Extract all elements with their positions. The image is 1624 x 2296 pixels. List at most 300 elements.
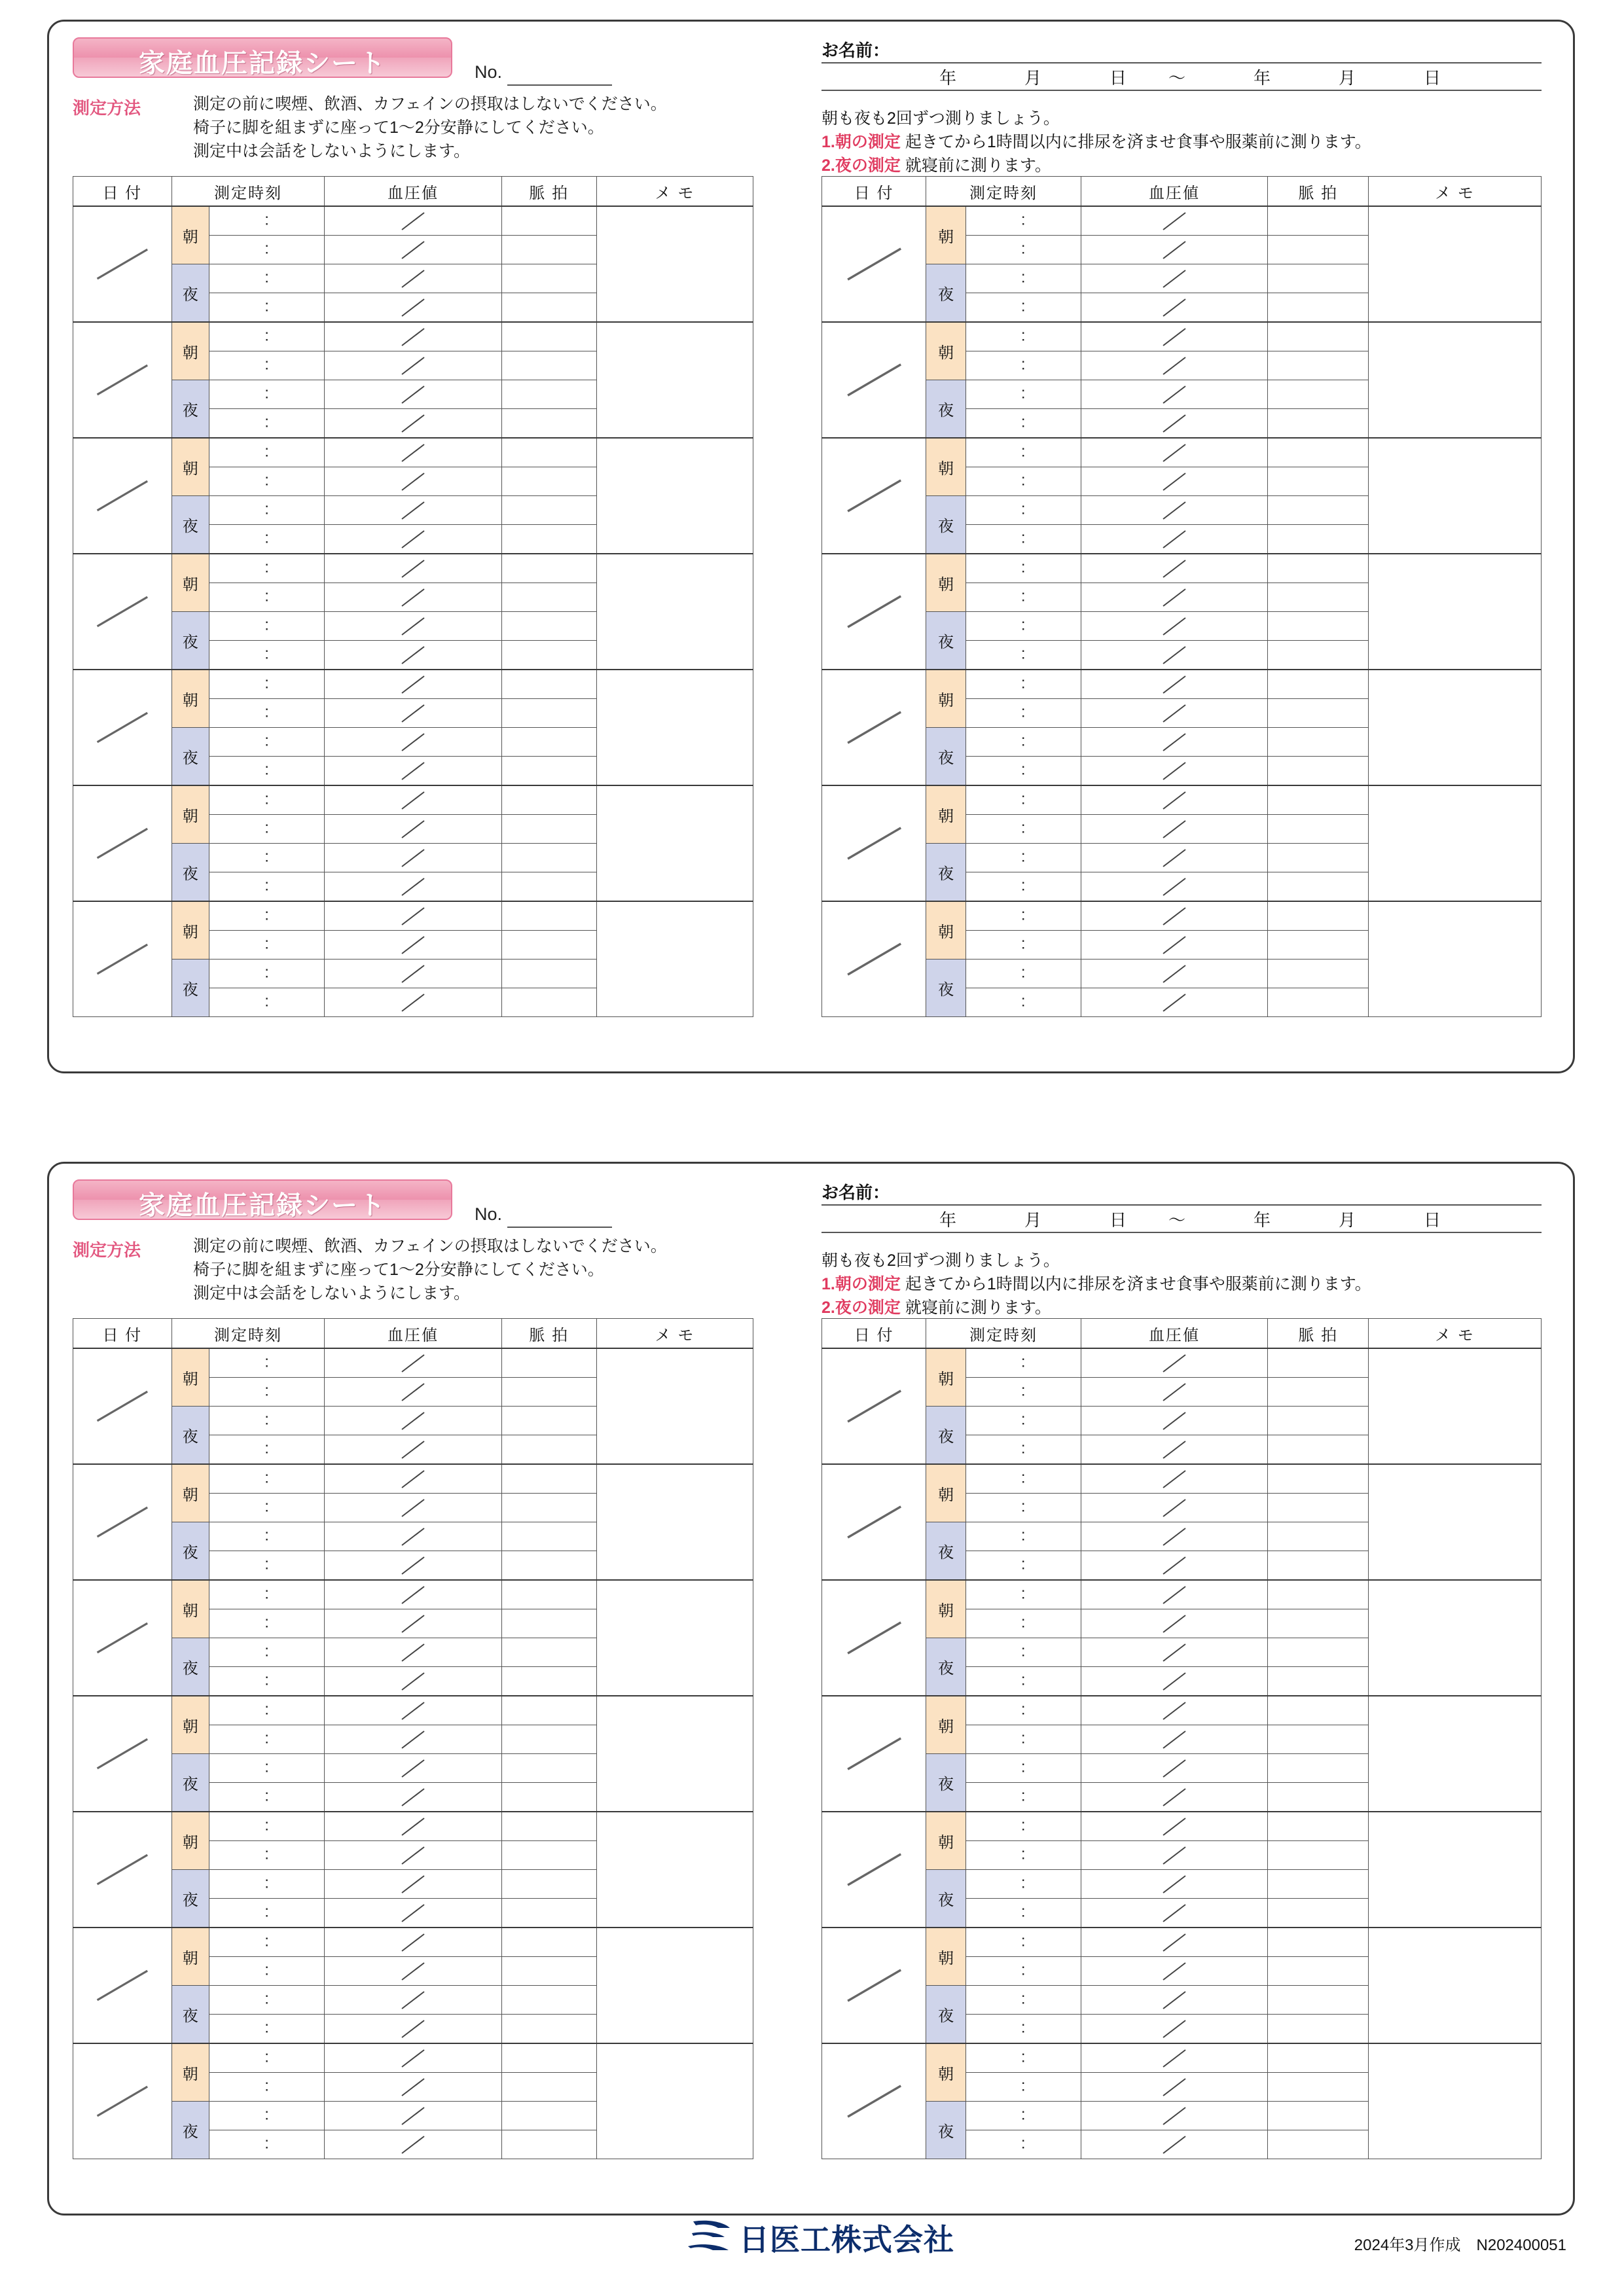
time-entry-cell[interactable] [209, 1870, 325, 1899]
pulse-entry-cell[interactable] [1268, 293, 1369, 323]
time-entry-cell[interactable] [209, 901, 325, 931]
memo-entry-cell[interactable] [1369, 1464, 1542, 1580]
bp-entry-cell[interactable] [1081, 1609, 1268, 1638]
time-entry-cell[interactable] [965, 322, 1081, 351]
pulse-entry-cell[interactable] [1268, 757, 1369, 786]
pulse-entry-cell[interactable] [1268, 728, 1369, 757]
bp-entry-cell[interactable] [325, 583, 501, 612]
pulse-entry-cell[interactable] [1268, 1986, 1369, 2015]
bp-entry-cell[interactable] [1081, 236, 1268, 264]
bp-entry-cell[interactable] [325, 236, 501, 264]
pulse-entry-cell[interactable] [501, 670, 596, 699]
pulse-entry-cell[interactable] [1268, 872, 1369, 902]
date-entry-cell[interactable] [73, 554, 172, 670]
bp-entry-cell[interactable] [1081, 2130, 1268, 2159]
bp-entry-cell[interactable] [1081, 1522, 1268, 1551]
pulse-entry-cell[interactable] [501, 2015, 596, 2044]
time-entry-cell[interactable] [965, 872, 1081, 902]
pulse-entry-cell[interactable] [1268, 1638, 1369, 1667]
bp-entry-cell[interactable] [1081, 931, 1268, 960]
bp-entry-cell[interactable] [1081, 1957, 1268, 1986]
time-entry-cell[interactable] [209, 1464, 325, 1494]
time-entry-cell[interactable] [965, 1609, 1081, 1638]
bp-entry-cell[interactable] [325, 380, 501, 409]
date-entry-cell[interactable] [73, 1580, 172, 1696]
date-range-rule[interactable] [821, 90, 1542, 91]
time-entry-cell[interactable] [209, 1696, 325, 1725]
bp-entry-cell[interactable] [325, 815, 501, 844]
bp-entry-cell[interactable] [1081, 960, 1268, 988]
time-entry-cell[interactable] [209, 1783, 325, 1812]
bp-entry-cell[interactable] [1081, 1812, 1268, 1841]
pulse-entry-cell[interactable] [501, 1783, 596, 1812]
memo-entry-cell[interactable] [596, 901, 753, 1017]
pulse-entry-cell[interactable] [1268, 988, 1369, 1017]
memo-entry-cell[interactable] [1369, 206, 1542, 322]
time-entry-cell[interactable] [209, 612, 325, 641]
time-entry-cell[interactable] [965, 931, 1081, 960]
time-entry-cell[interactable] [209, 2102, 325, 2130]
pulse-entry-cell[interactable] [1268, 1812, 1369, 1841]
pulse-entry-cell[interactable] [1268, 901, 1369, 931]
time-entry-cell[interactable] [965, 728, 1081, 757]
bp-entry-cell[interactable] [325, 1899, 501, 1928]
time-entry-cell[interactable] [209, 728, 325, 757]
time-entry-cell[interactable] [965, 901, 1081, 931]
pulse-entry-cell[interactable] [1268, 785, 1369, 815]
date-entry-cell[interactable] [822, 1696, 926, 1812]
pulse-entry-cell[interactable] [501, 757, 596, 786]
time-entry-cell[interactable] [209, 815, 325, 844]
time-entry-cell[interactable] [965, 1754, 1081, 1783]
time-entry-cell[interactable] [965, 1494, 1081, 1522]
bp-entry-cell[interactable] [1081, 1783, 1268, 1812]
date-entry-cell[interactable] [822, 785, 926, 901]
date-entry-cell[interactable] [73, 1696, 172, 1812]
bp-entry-cell[interactable] [1081, 1841, 1268, 1870]
date-entry-cell[interactable] [822, 438, 926, 554]
bp-entry-cell[interactable] [1081, 988, 1268, 1017]
date-entry-cell[interactable] [73, 2043, 172, 2159]
time-entry-cell[interactable] [209, 1928, 325, 1957]
bp-entry-cell[interactable] [1081, 1551, 1268, 1581]
bp-entry-cell[interactable] [1081, 2073, 1268, 2102]
time-entry-cell[interactable] [965, 2073, 1081, 2102]
time-entry-cell[interactable] [209, 670, 325, 699]
pulse-entry-cell[interactable] [501, 496, 596, 525]
time-entry-cell[interactable] [965, 1638, 1081, 1667]
time-entry-cell[interactable] [965, 641, 1081, 670]
time-entry-cell[interactable] [209, 1551, 325, 1581]
time-entry-cell[interactable] [965, 1348, 1081, 1378]
bp-entry-cell[interactable] [1081, 612, 1268, 641]
bp-entry-cell[interactable] [325, 351, 501, 380]
pulse-entry-cell[interactable] [1268, 1435, 1369, 1465]
time-entry-cell[interactable] [965, 670, 1081, 699]
bp-entry-cell[interactable] [1081, 438, 1268, 467]
bp-entry-cell[interactable] [325, 1754, 501, 1783]
time-entry-cell[interactable] [965, 293, 1081, 323]
bp-entry-cell[interactable] [1081, 467, 1268, 496]
pulse-entry-cell[interactable] [501, 1551, 596, 1581]
memo-entry-cell[interactable] [1369, 901, 1542, 1017]
bp-entry-cell[interactable] [1081, 757, 1268, 786]
bp-entry-cell[interactable] [1081, 1348, 1268, 1378]
pulse-entry-cell[interactable] [501, 293, 596, 323]
time-entry-cell[interactable] [209, 960, 325, 988]
bp-entry-cell[interactable] [325, 264, 501, 293]
bp-entry-cell[interactable] [325, 1494, 501, 1522]
bp-entry-cell[interactable] [325, 2043, 501, 2073]
time-entry-cell[interactable] [209, 322, 325, 351]
bp-entry-cell[interactable] [325, 872, 501, 902]
pulse-entry-cell[interactable] [501, 351, 596, 380]
memo-entry-cell[interactable] [1369, 438, 1542, 554]
bp-entry-cell[interactable] [1081, 1494, 1268, 1522]
date-entry-cell[interactable] [73, 1812, 172, 1928]
time-entry-cell[interactable] [965, 1957, 1081, 1986]
date-entry-cell[interactable] [73, 206, 172, 322]
memo-entry-cell[interactable] [596, 1812, 753, 1928]
pulse-entry-cell[interactable] [1268, 438, 1369, 467]
pulse-entry-cell[interactable] [501, 467, 596, 496]
pulse-entry-cell[interactable] [501, 2102, 596, 2130]
time-entry-cell[interactable] [209, 1638, 325, 1667]
pulse-entry-cell[interactable] [501, 2073, 596, 2102]
bp-entry-cell[interactable] [1081, 409, 1268, 439]
time-entry-cell[interactable] [965, 785, 1081, 815]
bp-entry-cell[interactable] [325, 1551, 501, 1581]
time-entry-cell[interactable] [965, 583, 1081, 612]
bp-entry-cell[interactable] [1081, 206, 1268, 236]
time-entry-cell[interactable] [965, 1378, 1081, 1407]
bp-entry-cell[interactable] [1081, 1378, 1268, 1407]
time-entry-cell[interactable] [965, 1841, 1081, 1870]
bp-entry-cell[interactable] [325, 1667, 501, 1696]
bp-entry-cell[interactable] [1081, 728, 1268, 757]
pulse-entry-cell[interactable] [1268, 1725, 1369, 1754]
pulse-entry-cell[interactable] [1268, 583, 1369, 612]
time-entry-cell[interactable] [965, 612, 1081, 641]
pulse-entry-cell[interactable] [1268, 2130, 1369, 2159]
time-entry-cell[interactable] [965, 409, 1081, 439]
bp-entry-cell[interactable] [325, 2130, 501, 2159]
time-entry-cell[interactable] [209, 1407, 325, 1435]
pulse-entry-cell[interactable] [1268, 264, 1369, 293]
bp-entry-cell[interactable] [1081, 380, 1268, 409]
bp-entry-cell[interactable] [325, 785, 501, 815]
time-entry-cell[interactable] [965, 699, 1081, 728]
bp-entry-cell[interactable] [325, 1841, 501, 1870]
bp-entry-cell[interactable] [1081, 1407, 1268, 1435]
pulse-entry-cell[interactable] [1268, 844, 1369, 872]
bp-entry-cell[interactable] [1081, 1696, 1268, 1725]
time-entry-cell[interactable] [209, 757, 325, 786]
bp-entry-cell[interactable] [1081, 1986, 1268, 2015]
pulse-entry-cell[interactable] [1268, 2073, 1369, 2102]
time-entry-cell[interactable] [965, 380, 1081, 409]
pulse-entry-cell[interactable] [1268, 496, 1369, 525]
time-entry-cell[interactable] [209, 525, 325, 554]
pulse-entry-cell[interactable] [501, 1667, 596, 1696]
time-entry-cell[interactable] [965, 2130, 1081, 2159]
time-entry-cell[interactable] [209, 409, 325, 439]
pulse-entry-cell[interactable] [501, 844, 596, 872]
bp-entry-cell[interactable] [325, 670, 501, 699]
memo-entry-cell[interactable] [596, 785, 753, 901]
date-entry-cell[interactable] [73, 438, 172, 554]
time-entry-cell[interactable] [209, 988, 325, 1017]
time-entry-cell[interactable] [209, 641, 325, 670]
bp-entry-cell[interactable] [325, 1522, 501, 1551]
pulse-entry-cell[interactable] [501, 525, 596, 554]
bp-entry-cell[interactable] [325, 901, 501, 931]
time-entry-cell[interactable] [209, 1812, 325, 1841]
pulse-entry-cell[interactable] [501, 988, 596, 1017]
pulse-entry-cell[interactable] [1268, 236, 1369, 264]
pulse-entry-cell[interactable] [501, 1754, 596, 1783]
date-entry-cell[interactable] [822, 670, 926, 785]
time-entry-cell[interactable] [965, 1928, 1081, 1957]
time-entry-cell[interactable] [965, 1435, 1081, 1465]
no-input-rule[interactable] [507, 84, 612, 86]
pulse-entry-cell[interactable] [1268, 931, 1369, 960]
pulse-entry-cell[interactable] [501, 1580, 596, 1609]
date-entry-cell[interactable] [822, 901, 926, 1017]
time-entry-cell[interactable] [209, 2130, 325, 2159]
time-entry-cell[interactable] [209, 351, 325, 380]
pulse-entry-cell[interactable] [501, 1928, 596, 1957]
bp-entry-cell[interactable] [325, 1464, 501, 1494]
memo-entry-cell[interactable] [596, 1696, 753, 1812]
bp-entry-cell[interactable] [1081, 1638, 1268, 1667]
time-entry-cell[interactable] [965, 988, 1081, 1017]
bp-entry-cell[interactable] [325, 1725, 501, 1754]
bp-entry-cell[interactable] [325, 1609, 501, 1638]
pulse-entry-cell[interactable] [501, 1899, 596, 1928]
time-entry-cell[interactable] [209, 872, 325, 902]
bp-entry-cell[interactable] [325, 1783, 501, 1812]
bp-entry-cell[interactable] [1081, 641, 1268, 670]
date-entry-cell[interactable] [822, 554, 926, 670]
time-entry-cell[interactable] [209, 467, 325, 496]
bp-entry-cell[interactable] [325, 699, 501, 728]
bp-entry-cell[interactable] [325, 1870, 501, 1899]
name-input-rule[interactable] [821, 62, 1542, 63]
pulse-entry-cell[interactable] [501, 1494, 596, 1522]
bp-entry-cell[interactable] [1081, 1435, 1268, 1465]
pulse-entry-cell[interactable] [1268, 525, 1369, 554]
pulse-entry-cell[interactable] [1268, 1551, 1369, 1581]
pulse-entry-cell[interactable] [1268, 1580, 1369, 1609]
time-entry-cell[interactable] [209, 236, 325, 264]
bp-entry-cell[interactable] [1081, 583, 1268, 612]
date-entry-cell[interactable] [73, 1464, 172, 1580]
bp-entry-cell[interactable] [325, 757, 501, 786]
time-entry-cell[interactable] [209, 1841, 325, 1870]
time-entry-cell[interactable] [965, 757, 1081, 786]
time-entry-cell[interactable] [965, 815, 1081, 844]
pulse-entry-cell[interactable] [501, 264, 596, 293]
pulse-entry-cell[interactable] [501, 960, 596, 988]
date-entry-cell[interactable] [822, 2043, 926, 2159]
bp-entry-cell[interactable] [325, 1435, 501, 1465]
pulse-entry-cell[interactable] [501, 1841, 596, 1870]
memo-entry-cell[interactable] [1369, 1580, 1542, 1696]
time-entry-cell[interactable] [965, 236, 1081, 264]
bp-entry-cell[interactable] [1081, 1754, 1268, 1783]
pulse-entry-cell[interactable] [1268, 960, 1369, 988]
pulse-entry-cell[interactable] [501, 699, 596, 728]
time-entry-cell[interactable] [209, 931, 325, 960]
pulse-entry-cell[interactable] [1268, 699, 1369, 728]
bp-entry-cell[interactable] [1081, 815, 1268, 844]
pulse-entry-cell[interactable] [1268, 1783, 1369, 1812]
bp-entry-cell[interactable] [325, 2015, 501, 2044]
memo-entry-cell[interactable] [1369, 322, 1542, 438]
pulse-entry-cell[interactable] [501, 1870, 596, 1899]
pulse-entry-cell[interactable] [1268, 1957, 1369, 1986]
time-entry-cell[interactable] [209, 1522, 325, 1551]
time-entry-cell[interactable] [965, 1667, 1081, 1696]
pulse-entry-cell[interactable] [1268, 641, 1369, 670]
memo-entry-cell[interactable] [596, 1348, 753, 1464]
pulse-entry-cell[interactable] [1268, 1870, 1369, 1899]
time-entry-cell[interactable] [209, 844, 325, 872]
pulse-entry-cell[interactable] [501, 438, 596, 467]
time-entry-cell[interactable] [965, 844, 1081, 872]
time-entry-cell[interactable] [209, 699, 325, 728]
pulse-entry-cell[interactable] [501, 1696, 596, 1725]
memo-entry-cell[interactable] [1369, 1928, 1542, 2043]
pulse-entry-cell[interactable] [501, 1812, 596, 1841]
pulse-entry-cell[interactable] [1268, 1378, 1369, 1407]
time-entry-cell[interactable] [209, 1435, 325, 1465]
date-entry-cell[interactable] [822, 1348, 926, 1464]
pulse-entry-cell[interactable] [1268, 1841, 1369, 1870]
bp-entry-cell[interactable] [325, 1812, 501, 1841]
pulse-entry-cell[interactable] [1268, 1667, 1369, 1696]
time-entry-cell[interactable] [209, 785, 325, 815]
bp-entry-cell[interactable] [1081, 525, 1268, 554]
time-entry-cell[interactable] [209, 2073, 325, 2102]
time-entry-cell[interactable] [965, 264, 1081, 293]
bp-entry-cell[interactable] [325, 525, 501, 554]
no-input-rule[interactable] [507, 1227, 612, 1228]
time-entry-cell[interactable] [965, 1812, 1081, 1841]
time-entry-cell[interactable] [965, 525, 1081, 554]
name-input-rule[interactable] [821, 1204, 1542, 1206]
date-range-rule[interactable] [821, 1232, 1542, 1233]
pulse-entry-cell[interactable] [1268, 467, 1369, 496]
pulse-entry-cell[interactable] [501, 641, 596, 670]
time-entry-cell[interactable] [965, 438, 1081, 467]
bp-entry-cell[interactable] [1081, 872, 1268, 902]
pulse-entry-cell[interactable] [1268, 1464, 1369, 1494]
memo-entry-cell[interactable] [596, 1580, 753, 1696]
pulse-entry-cell[interactable] [501, 2043, 596, 2073]
time-entry-cell[interactable] [965, 496, 1081, 525]
memo-entry-cell[interactable] [1369, 2043, 1542, 2159]
bp-entry-cell[interactable] [1081, 901, 1268, 931]
pulse-entry-cell[interactable] [501, 554, 596, 583]
bp-entry-cell[interactable] [325, 988, 501, 1017]
memo-entry-cell[interactable] [1369, 1696, 1542, 1812]
date-entry-cell[interactable] [822, 206, 926, 322]
bp-entry-cell[interactable] [325, 496, 501, 525]
pulse-entry-cell[interactable] [501, 2130, 596, 2159]
time-entry-cell[interactable] [209, 1754, 325, 1783]
bp-entry-cell[interactable] [325, 1638, 501, 1667]
pulse-entry-cell[interactable] [501, 785, 596, 815]
bp-entry-cell[interactable] [1081, 1928, 1268, 1957]
date-entry-cell[interactable] [73, 901, 172, 1017]
bp-entry-cell[interactable] [1081, 670, 1268, 699]
date-entry-cell[interactable] [822, 322, 926, 438]
time-entry-cell[interactable] [209, 438, 325, 467]
pulse-entry-cell[interactable] [501, 1638, 596, 1667]
bp-entry-cell[interactable] [325, 206, 501, 236]
bp-entry-cell[interactable] [325, 1378, 501, 1407]
time-entry-cell[interactable] [209, 554, 325, 583]
memo-entry-cell[interactable] [1369, 1348, 1542, 1464]
pulse-entry-cell[interactable] [1268, 1754, 1369, 1783]
time-entry-cell[interactable] [209, 2015, 325, 2044]
memo-entry-cell[interactable] [596, 1464, 753, 1580]
pulse-entry-cell[interactable] [501, 1464, 596, 1494]
bp-entry-cell[interactable] [1081, 2102, 1268, 2130]
memo-entry-cell[interactable] [596, 206, 753, 322]
bp-entry-cell[interactable] [1081, 496, 1268, 525]
bp-entry-cell[interactable] [1081, 785, 1268, 815]
pulse-entry-cell[interactable] [1268, 1494, 1369, 1522]
time-entry-cell[interactable] [965, 1725, 1081, 1754]
pulse-entry-cell[interactable] [1268, 1696, 1369, 1725]
bp-entry-cell[interactable] [325, 1986, 501, 2015]
pulse-entry-cell[interactable] [1268, 322, 1369, 351]
bp-entry-cell[interactable] [325, 467, 501, 496]
bp-entry-cell[interactable] [325, 554, 501, 583]
time-entry-cell[interactable] [965, 467, 1081, 496]
bp-entry-cell[interactable] [325, 322, 501, 351]
time-entry-cell[interactable] [209, 1494, 325, 1522]
pulse-entry-cell[interactable] [501, 1609, 596, 1638]
pulse-entry-cell[interactable] [501, 206, 596, 236]
time-entry-cell[interactable] [209, 264, 325, 293]
time-entry-cell[interactable] [209, 583, 325, 612]
memo-entry-cell[interactable] [596, 670, 753, 785]
time-entry-cell[interactable] [209, 1580, 325, 1609]
time-entry-cell[interactable] [965, 1696, 1081, 1725]
memo-entry-cell[interactable] [1369, 785, 1542, 901]
pulse-entry-cell[interactable] [1268, 351, 1369, 380]
bp-entry-cell[interactable] [325, 960, 501, 988]
bp-entry-cell[interactable] [325, 931, 501, 960]
pulse-entry-cell[interactable] [1268, 409, 1369, 439]
bp-entry-cell[interactable] [1081, 351, 1268, 380]
time-entry-cell[interactable] [965, 554, 1081, 583]
pulse-entry-cell[interactable] [501, 1986, 596, 2015]
time-entry-cell[interactable] [209, 1667, 325, 1696]
bp-entry-cell[interactable] [325, 1407, 501, 1435]
time-entry-cell[interactable] [209, 1957, 325, 1986]
pulse-entry-cell[interactable] [1268, 815, 1369, 844]
pulse-entry-cell[interactable] [1268, 2043, 1369, 2073]
time-entry-cell[interactable] [965, 1783, 1081, 1812]
bp-entry-cell[interactable] [1081, 2043, 1268, 2073]
memo-entry-cell[interactable] [1369, 670, 1542, 785]
pulse-entry-cell[interactable] [1268, 1928, 1369, 1957]
